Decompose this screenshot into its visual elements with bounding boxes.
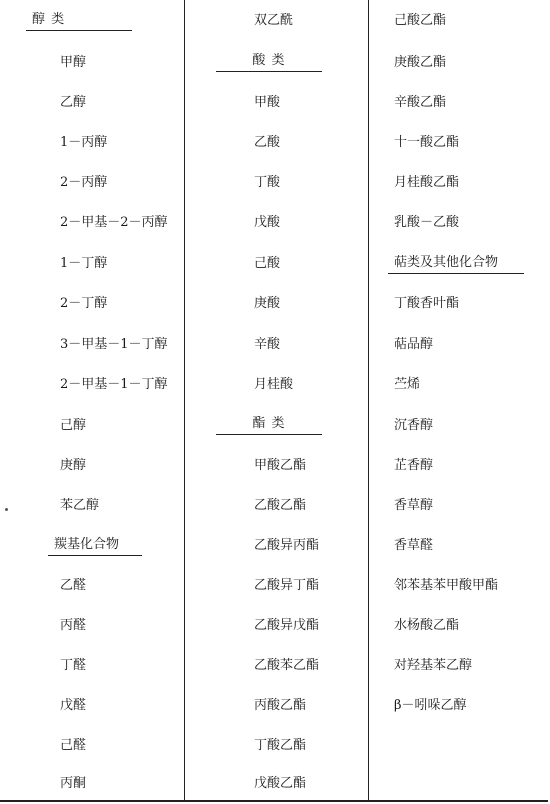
list-item: 庚酸 [254,296,281,311]
list-item: 丁酸乙酯 [254,738,307,753]
list-item: 丁醛 [60,658,87,673]
list-item: 丙酸乙酯 [254,698,307,713]
list-item: 沉香醇 [394,418,434,433]
list-item: 庚醇 [60,458,87,473]
list-item: 十一酸乙酯 [394,135,460,150]
list-item: 丁酸 [254,175,281,190]
list-item: 丁酸香叶酯 [394,296,460,311]
list-item: 乙酸异丙酯 [254,538,320,553]
list-item: 乙酸异丁酯 [254,578,320,593]
table-bottom-rule [0,800,548,802]
list-item: 苯乙醇 [60,498,100,513]
list-item: 2－丁醇 [60,296,108,311]
list-item: 1－丁醇 [60,256,108,271]
heading-alcohols: 醇 类 [26,12,132,31]
list-item: 戊醛 [60,698,87,713]
list-item: 丙酮 [60,776,87,791]
list-item: 戊酸乙酯 [254,776,307,791]
list-item: 甲醇 [60,55,87,70]
list-item: 乙醇 [60,95,87,110]
list-item: 对羟基苯乙醇 [394,658,473,673]
list-item: 乙酸异戊酯 [254,618,320,633]
list-item: 双乙酰 [254,13,294,28]
list-item: 2－丙醇 [60,175,108,190]
list-item: 2－甲基－1－丁醇 [60,377,168,392]
list-item: 乙醛 [60,578,87,593]
list-item: 乙酸乙酯 [254,498,307,513]
heading-terpenes: 萜类及其他化合物 [388,255,524,274]
list-item: 月桂酸乙酯 [394,175,460,190]
list-item: 萜品醇 [394,337,434,352]
list-item: 香草醇 [394,498,434,513]
column-3 [368,0,550,800]
list-item: 庚酸乙酯 [394,55,447,70]
list-item: 辛酸乙酯 [394,95,447,110]
heading-acids: 酸 类 [216,53,322,72]
list-item: 丙醛 [60,618,87,633]
heading-carbonyls: 羰基化合物 [48,537,142,556]
list-item: 水杨酸乙酯 [394,618,460,633]
list-item: 1－丙醇 [60,135,108,150]
list-item: 2－甲基－2－丙醇 [60,215,168,230]
list-item: 3－甲基－1－丁醇 [60,337,168,352]
list-item: 邻苯基苯甲酸甲酯 [394,578,499,593]
list-item: 芷香醇 [394,458,434,473]
list-item: 己醇 [60,418,87,433]
list-item: 苎烯 [394,377,421,392]
list-item: 香草醛 [394,538,434,553]
list-item: 乙酸 [254,135,281,150]
list-item: 戊酸 [254,215,281,230]
list-item: 己酸乙酯 [394,13,447,28]
column-2 [184,0,368,800]
list-item: 甲酸乙酯 [254,458,307,473]
list-item: 己酸 [254,256,281,271]
list-item: 己醛 [60,738,87,753]
list-item: 甲酸 [254,95,281,110]
list-item: 月桂酸 [254,377,294,392]
list-item: 辛酸 [254,337,281,352]
list-item: 乙酸苯乙酯 [254,658,320,673]
list-item: β－吲哚乙醇 [394,698,467,713]
column-1 [0,0,184,800]
heading-esters: 酯 类 [216,416,322,435]
list-item: 乳酸－乙酸 [394,215,460,230]
